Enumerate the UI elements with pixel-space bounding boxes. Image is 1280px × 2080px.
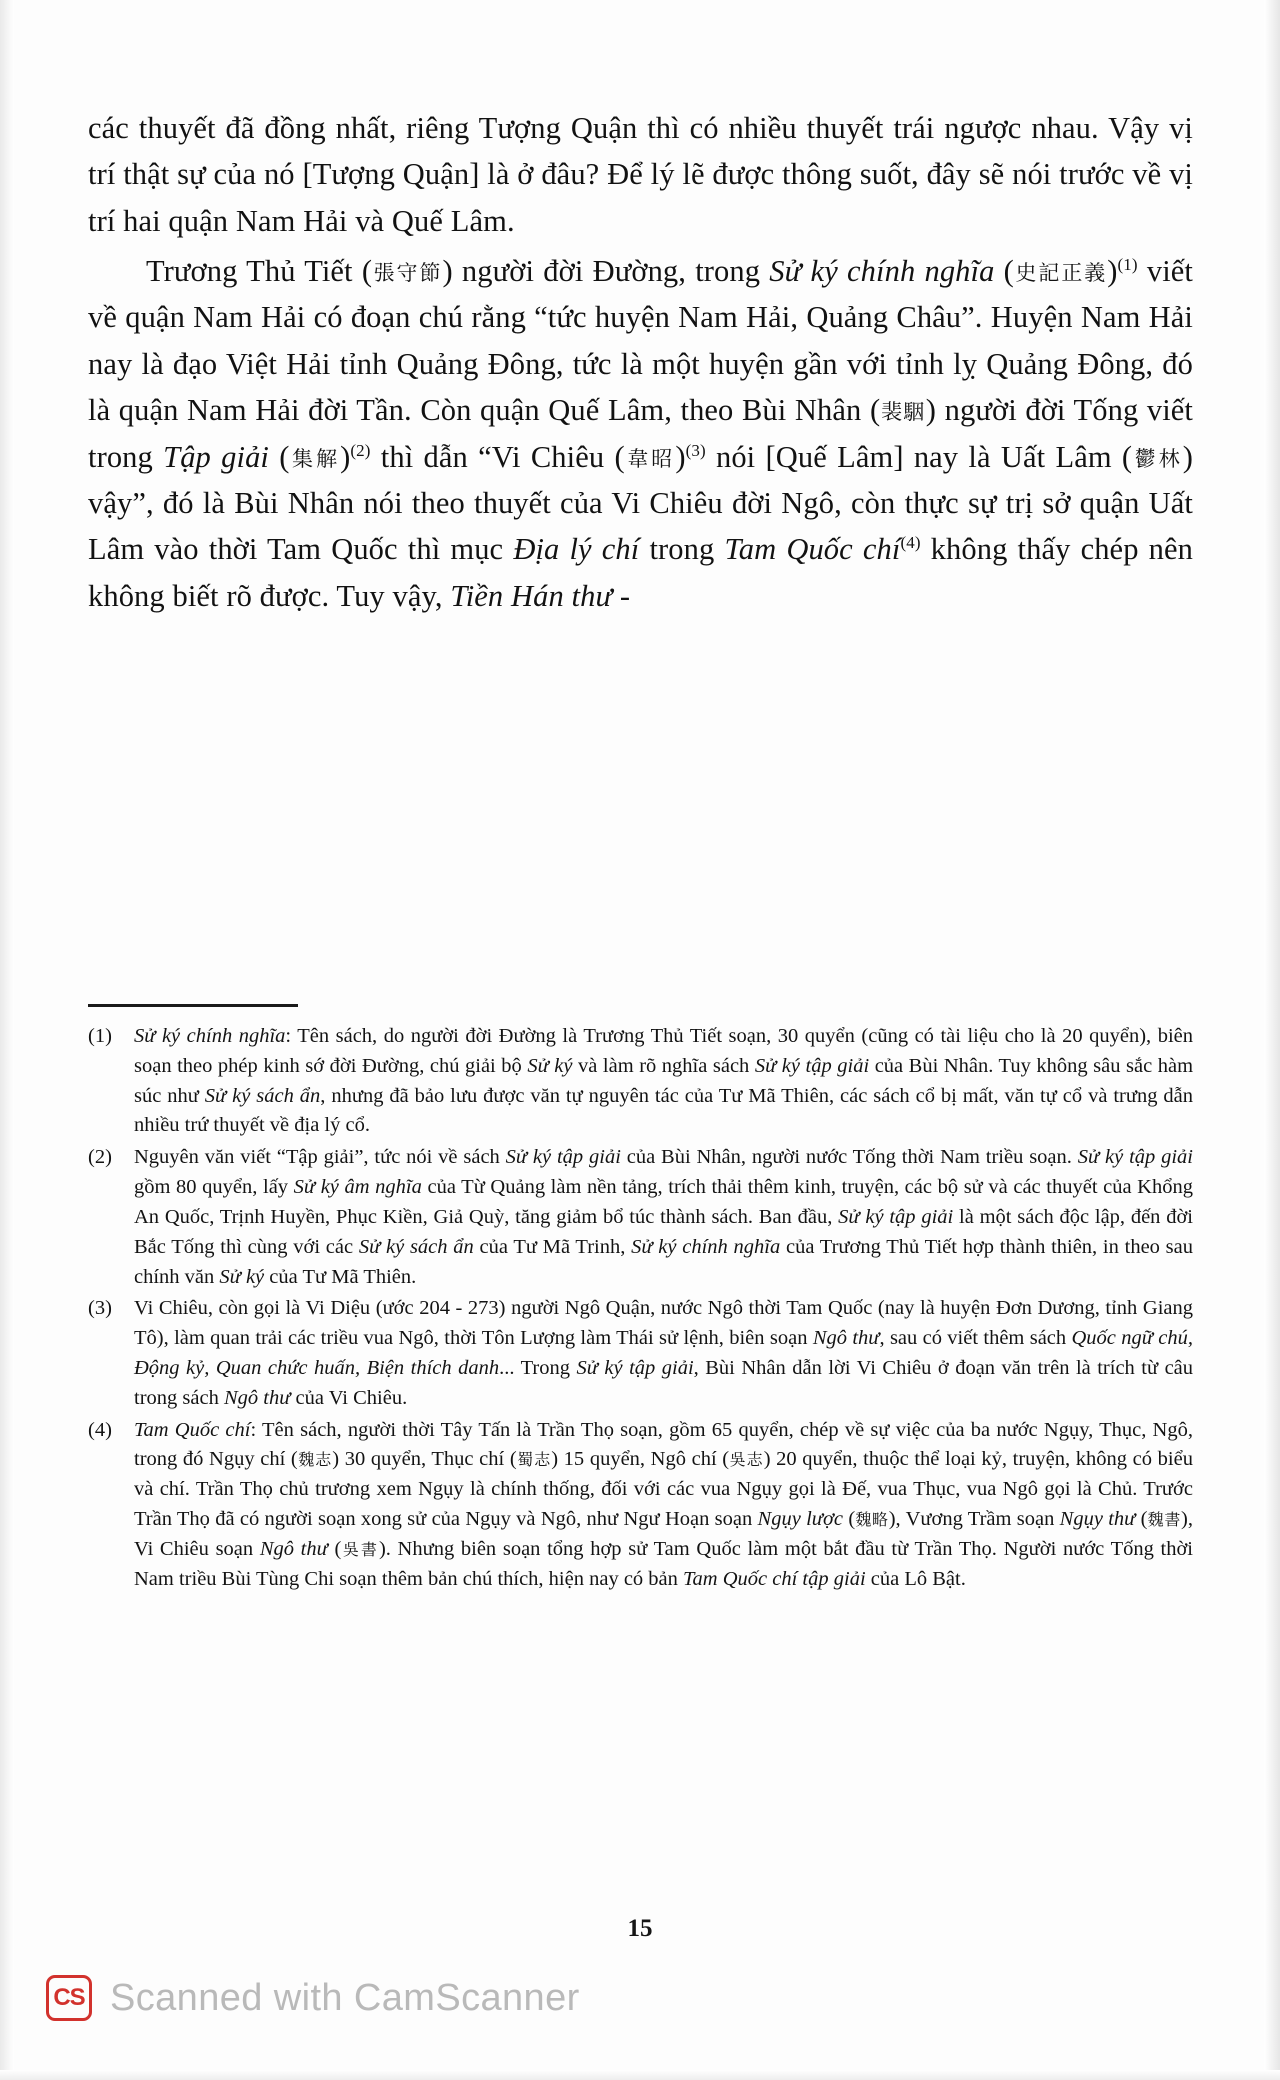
- fn2-seg-5: là một sách độc lập, đến đời Bắc Tống thì cùng với các: [134, 1205, 1194, 1258]
- camscanner-label: Scanned with CamScanner: [110, 1976, 580, 2019]
- fn2-seg-2: của Bùi Nhân, người nước Tống thời Nam triều soạn.: [620, 1146, 1078, 1169]
- fn4-seg-1: : Tên sách, người thời Tây Tấn là Trần Thọ soạn, gồm 65 quyển, chép về sự việc của ba nước Ngụy, Thục, Ngô, trong đó Ngụy chí (: [134, 1418, 1193, 1471]
- fn4-han-6: 吳書: [341, 1539, 379, 1559]
- camscanner-logo-icon: CS: [46, 1975, 92, 2021]
- page-number: 15: [627, 1915, 653, 1942]
- fn2-seg-6: của Tư Mã Trinh,: [473, 1235, 632, 1258]
- fn4-italic-5: Tam Quốc chí tập giải: [683, 1567, 866, 1590]
- footnote-body: [134, 1294, 1193, 1413]
- fn4-seg-3: ) 15 quyển, Ngô chí (: [551, 1448, 730, 1471]
- footnote-number: (3): [88, 1297, 112, 1320]
- fn3-seg-3: ... Trong: [499, 1356, 577, 1379]
- fn4-italic-4: Ngô thư: [259, 1537, 328, 1560]
- p2-seg-5: viết về quận Nam Hải có đoạn chú rằng “tức huyện Nam Hải, Quảng Châu”. Huyện Nam Hải nay là đạo Việt Hải tỉnh Quảng Đông, tức là một huyện gần với tỉnh lỵ Quảng Đông, đó là quận Nam Hải đời Tần. Còn quận Quế Lâm, theo Bùi Nhân (: [88, 254, 1193, 428]
- p2-seg-2: ) người đời Đường, trong: [442, 254, 770, 289]
- fn4-seg-6: ), Vương Trầm soạn: [888, 1508, 1060, 1530]
- page-edge-bottom: [0, 2070, 1280, 2080]
- fn4-italic-3: Ngụy thư: [1059, 1508, 1136, 1530]
- p2-seg-3: (: [994, 254, 1014, 289]
- fn3-seg-4: , Bùi Nhân dẫn lời Vi Chiêu ở đoạn văn trên là trích từ câu trong sách: [134, 1356, 1194, 1409]
- p2-seg-15: -: [612, 578, 631, 613]
- p2-seg-12: ) vậy”, đó là Bùi Nhân nói theo thuyết của Vi Chiêu đời Ngô, còn thực sự trị sở quận Uất Lâm vào thời Tam Quốc thì mục: [88, 439, 1194, 567]
- footnotes-section: [88, 1022, 1193, 1596]
- footnote-item: [88, 1022, 1193, 1141]
- fn3-seg-2: , sau có viết thêm sách: [879, 1327, 1072, 1350]
- p2-seg-9: thì dẫn “Vi Chiêu (: [370, 439, 625, 474]
- p2-seg-13: trong: [639, 532, 725, 567]
- fn2-seg-7: của Trương Thủ Tiết hợp thành thiên, in theo sau chính văn: [134, 1235, 1193, 1288]
- fn4-han-1: 魏志: [297, 1450, 333, 1470]
- p2-seg-10: ): [675, 439, 686, 474]
- fn3-italic-2: Quốc ngữ chú, Động kỷ, Quan chức huấn, Biện thích danh: [134, 1327, 1193, 1379]
- p2-han-5: 韋昭: [624, 446, 676, 471]
- body-text: [88, 105, 1193, 619]
- footnote-body: [134, 1416, 1193, 1595]
- footnote-marker-4: (4): [900, 533, 921, 553]
- p2-han-1: 張守節: [372, 261, 443, 286]
- fn3-italic-4: Ngô thư: [223, 1386, 291, 1409]
- footnote-number: (2): [88, 1146, 112, 1169]
- fn3-seg-5: của Vi Chiêu.: [290, 1386, 408, 1409]
- fn4-italic-2: Ngụy lược: [757, 1508, 844, 1530]
- fn1-italic-1: Sử ký chính nghĩa: [134, 1025, 286, 1047]
- p2-han-2: 史記正義: [1013, 261, 1108, 286]
- camscanner-watermark: [46, 1975, 580, 2021]
- fn2-italic-6: Sử ký chính nghĩa: [631, 1235, 781, 1258]
- fn4-han-2: 蜀志: [516, 1450, 552, 1470]
- paragraph-1: các thuyết đã đồng nhất, riêng Tượng Quận thì có nhiều thuyết trái ngược nhau. Vậy vị trí thật sự của nó [Tượng Quận] là ở đâu? Để lý lẽ được thông suốt, đây sẽ nói trước về vị trí hai quận Nam Hải và Quế Lâm.: [88, 111, 1193, 238]
- p2-han-4: 集解: [289, 446, 341, 471]
- p2-italic-5: Tiền Hán thư: [450, 578, 613, 613]
- fn2-italic-2: Sử ký tập giải: [1077, 1146, 1193, 1169]
- page-edge-left: [0, 0, 14, 2080]
- paragraph-2: [88, 248, 1193, 619]
- footnote-marker-1: (1): [1117, 254, 1138, 274]
- fn2-italic-7: Sử ký: [219, 1265, 265, 1288]
- p2-seg-4: ): [1107, 254, 1118, 289]
- fn4-seg-11: của Lô Bật.: [865, 1567, 966, 1590]
- fn4-italic-1: Tam Quốc chí: [134, 1418, 251, 1441]
- p2-han-6: 鬱林: [1132, 446, 1183, 471]
- fn2-italic-5: Sử ký sách ẩn: [358, 1235, 474, 1258]
- footnote-item: [88, 1143, 1193, 1292]
- fn1-italic-3: Sử ký tập giải: [754, 1054, 870, 1077]
- fn4-han-4: 魏略: [855, 1510, 889, 1529]
- footnote-separator: [88, 1004, 298, 1007]
- fn4-seg-10: ). Nhưng biên soạn tổng hợp sử Tam Quốc làm một bắt đầu từ Trần Thọ. Người nước Tống thời Nam triều Bùi Tùng Chi soạn thêm bản chú thích, hiện nay có bản: [134, 1537, 1193, 1590]
- fn2-italic-3: Sử ký âm nghĩa: [293, 1176, 422, 1199]
- p2-italic-1: Sử ký chính nghĩa: [769, 254, 995, 289]
- fn4-seg-2: ) 30 quyển, Thục chí (: [332, 1448, 517, 1471]
- fn4-han-5: 魏書: [1147, 1510, 1182, 1529]
- page-edge-right: [1264, 0, 1280, 2080]
- fn3-italic-1: Ngô thư: [812, 1327, 880, 1350]
- footnote-body: [134, 1022, 1193, 1141]
- fn4-seg-5: (: [843, 1508, 856, 1530]
- fn4-seg-9: (: [327, 1537, 342, 1560]
- fn3-seg-1: Vi Chiêu, còn gọi là Vi Diệu (ước 204 - 273) người Ngô Quận, nước Ngô thời Tam Quốc (nay là huyện Đơn Dương, tỉnh Giang Tô), làm quan trải các triều vua Ngô, thời Tôn Lượng làm Thái sử lệnh, biên soạn: [134, 1297, 1193, 1350]
- fn2-seg-4: của Từ Quảng làm nền tảng, trích thải thêm kinh, truyện, các bộ sử và các thuyết của Khổng An Quốc, Trịnh Huyền, Phục Kiền, Giả Quỳ, tăng giảm bổ túc thành sách. Ban đầu,: [134, 1176, 1193, 1228]
- fn1-seg-4: , nhưng đã bảo lưu được văn tự nguyên tác của Tư Mã Thiên, các sách cổ bị mất, văn tự cổ và trưng dẫn nhiều trứ thuyết về địa lý cổ.: [134, 1084, 1193, 1137]
- fn3-italic-3: Sử ký tập giải: [576, 1356, 694, 1379]
- p2-han-3: 裴駰: [880, 400, 926, 425]
- page-content: [88, 105, 1193, 619]
- p2-italic-2: Tập giải: [163, 439, 270, 474]
- fn2-seg-3: gồm 80 quyển, lấy: [134, 1176, 294, 1199]
- fn1-seg-2: và làm rõ nghĩa sách: [572, 1054, 755, 1077]
- p2-seg-14: không thấy chép nên không biết rõ được. Tuy vậy,: [88, 532, 1193, 613]
- p2-italic-4: Tam Quốc chí: [724, 532, 901, 567]
- fn1-seg-1: : Tên sách, do người đời Đường là Trương Thủ Tiết soạn, 30 quyển (cũng có tài liệu cho là 20 quyển), biên soạn theo phép kinh sớ đời Đường, chú giải bộ: [134, 1025, 1193, 1077]
- footnote-item: [88, 1294, 1193, 1413]
- fn2-seg-8: của Tư Mã Thiên.: [264, 1265, 417, 1288]
- fn4-han-3: 吳志: [729, 1450, 764, 1470]
- p2-italic-3: Địa lý chí: [513, 532, 640, 567]
- footnote-marker-3: (3): [685, 440, 706, 460]
- fn2-italic-4: Sử ký tập giải: [838, 1205, 954, 1228]
- footnote-item: [88, 1416, 1193, 1595]
- fn4-seg-8: ), Vi Chiêu soạn: [134, 1508, 1193, 1560]
- footnote-body: [134, 1143, 1193, 1292]
- footnote-number: (4): [88, 1418, 112, 1441]
- p2-seg-8: ): [340, 439, 351, 474]
- fn1-italic-2: Sử ký: [527, 1054, 573, 1077]
- fn2-italic-1: Sử ký tập giải: [505, 1146, 621, 1169]
- fn1-italic-4: Sử ký sách ẩn: [204, 1084, 321, 1107]
- fn1-seg-3: của Bùi Nhân. Tuy không sâu sắc hàm súc như: [134, 1054, 1194, 1107]
- p2-seg-11: nói [Quế Lâm] nay là Uất Lâm (: [705, 439, 1133, 474]
- footnote-number: (1): [88, 1025, 112, 1047]
- p2-seg-6: ) người đời Tống viết trong: [88, 393, 1194, 474]
- p2-seg-1: Trương Thủ Tiết (: [146, 254, 373, 289]
- fn2-seg-1: Nguyên văn viết “Tập giải”, tức nói về sách: [134, 1146, 506, 1169]
- footnote-marker-2: (2): [350, 440, 371, 460]
- p2-seg-7: (: [269, 439, 290, 474]
- fn4-seg-7: (: [1135, 1508, 1148, 1530]
- fn4-seg-4: ) 20 quyển, thuộc thể loại kỷ, truyện, không có biểu và chí. Trần Thọ chủ trương xem Ngụy là chính thống, đối với các vua Ngụy gọi là Đế, vua Thục, vua Ngô gọi là Chủ. Trước Trần Thọ đã có người soạn xong sử của Ngụy và Ngô, như Ngư Hoạn soạn: [134, 1448, 1193, 1530]
